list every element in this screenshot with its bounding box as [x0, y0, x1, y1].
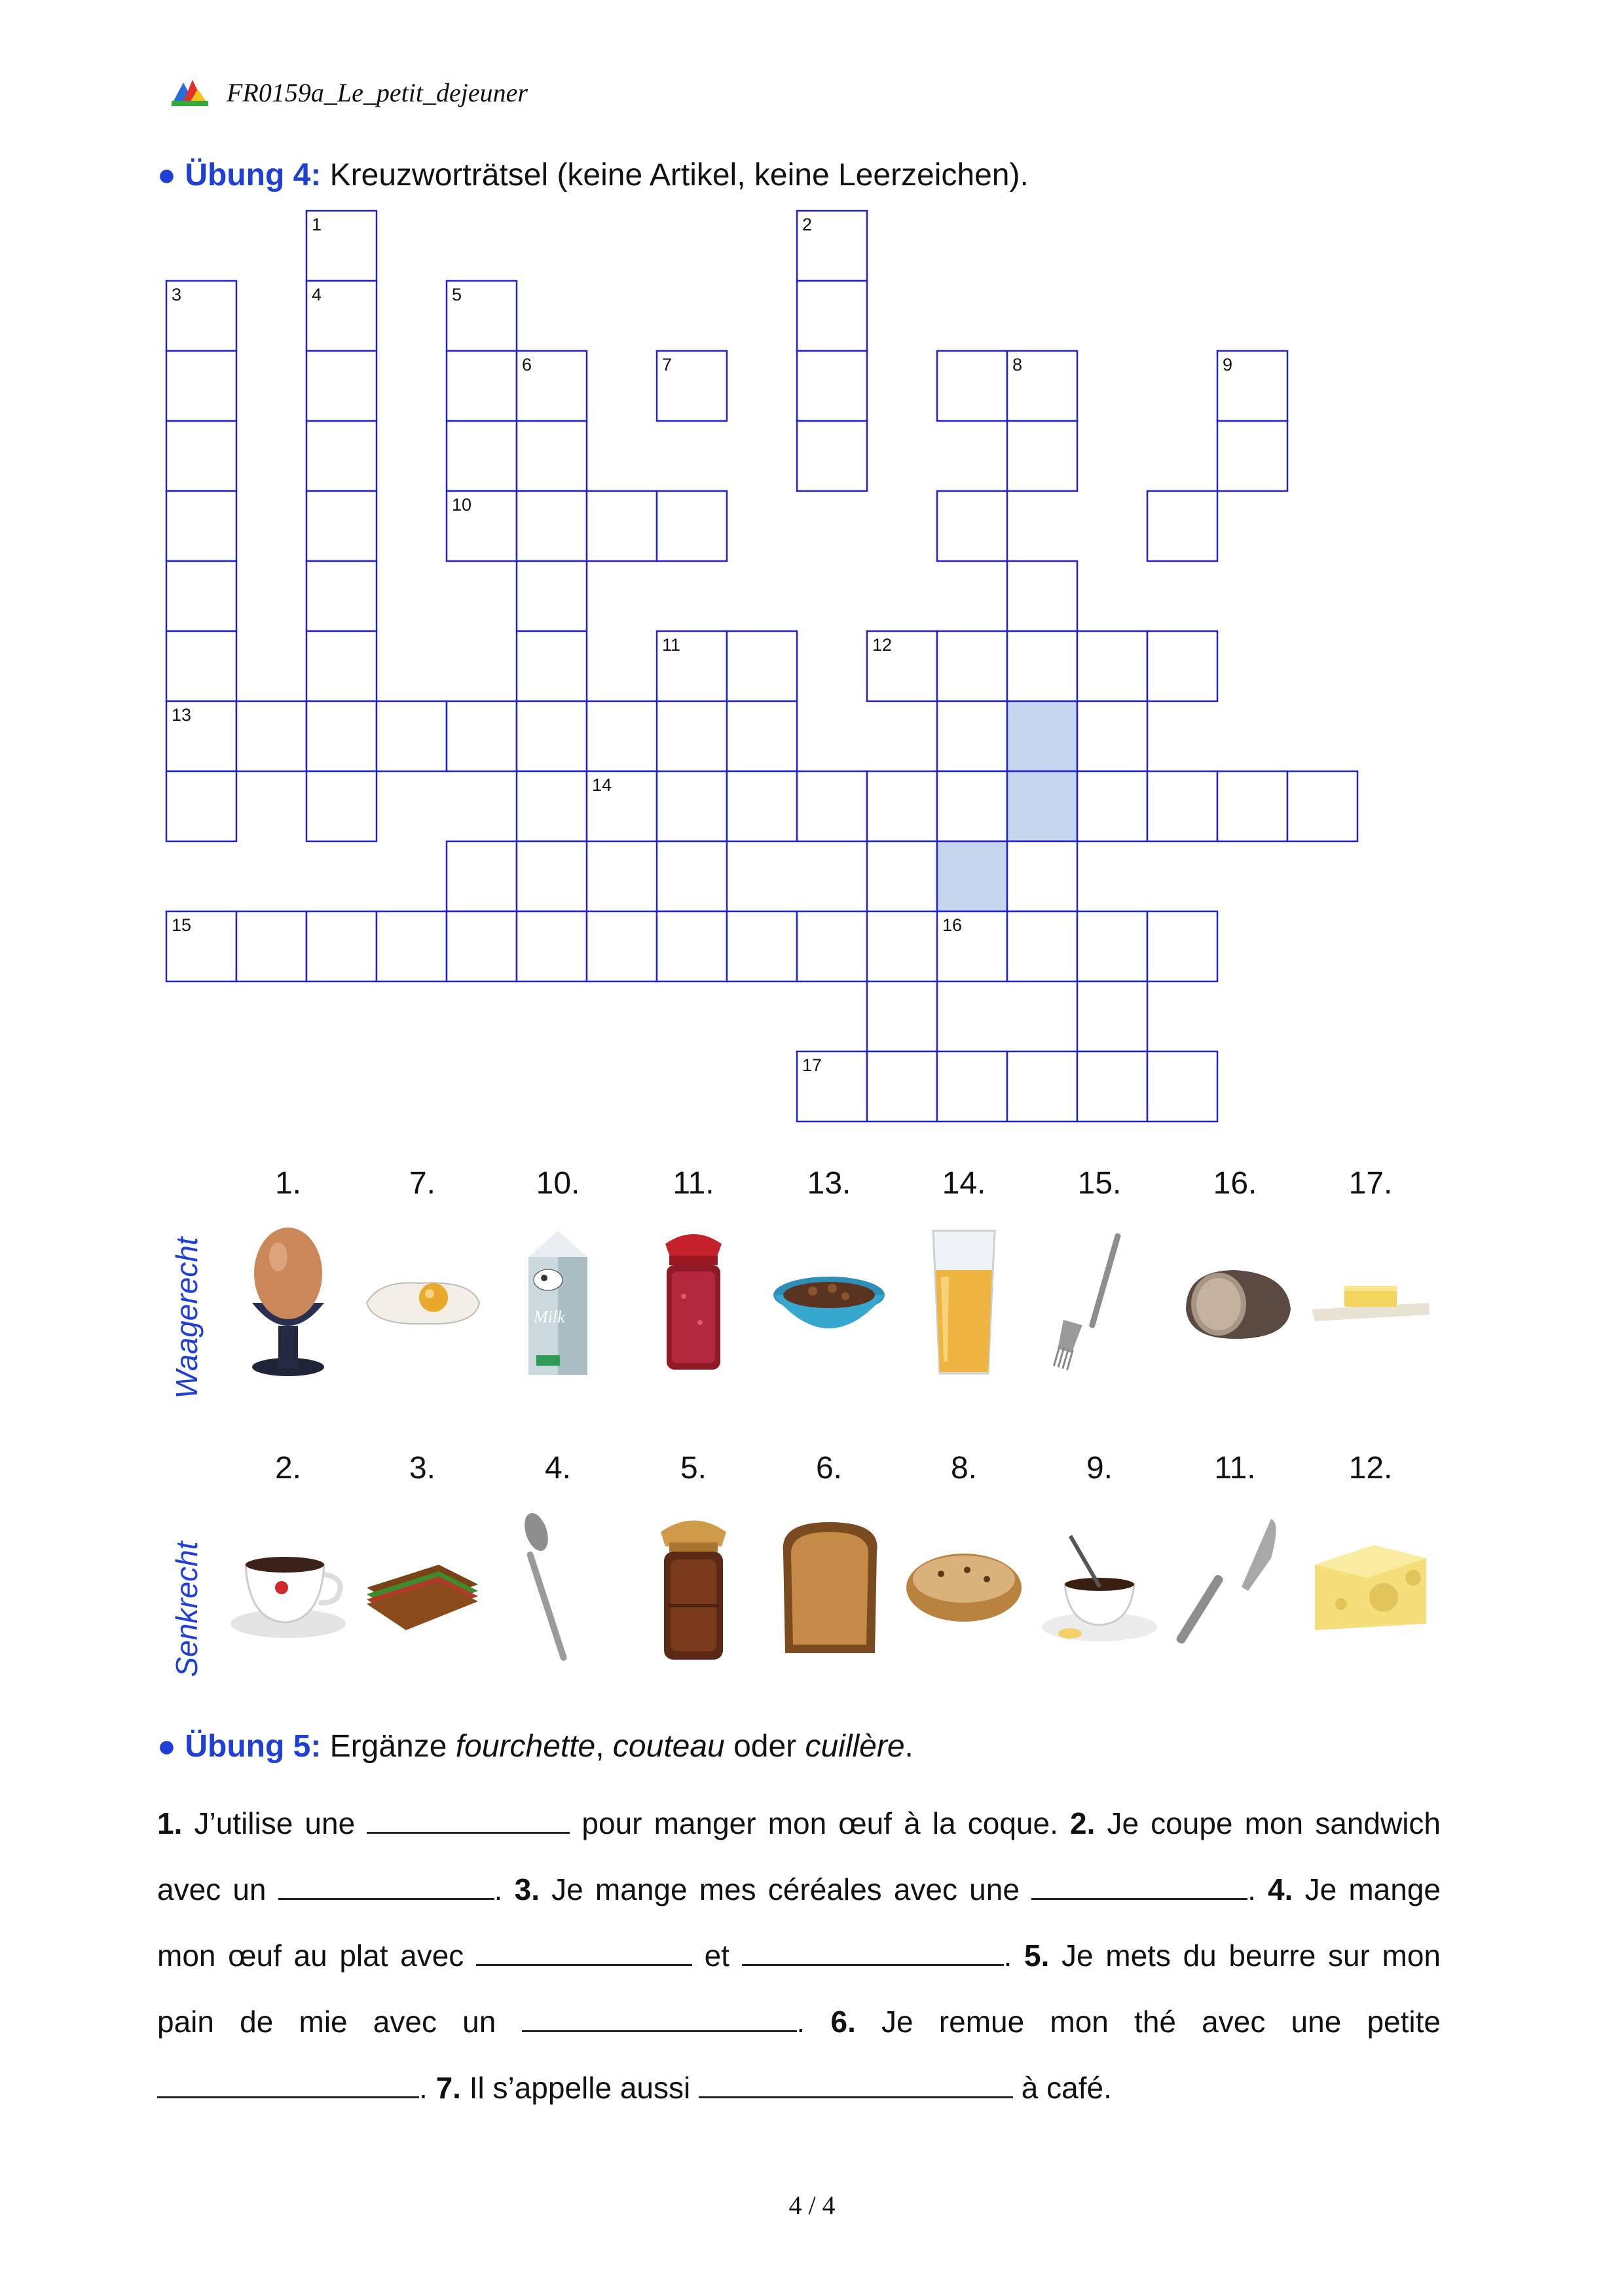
- senkrecht-label: Senkrecht: [170, 1541, 204, 1677]
- egg-in-cup-icon: [226, 1218, 350, 1385]
- crossword-cell[interactable]: [1217, 771, 1287, 841]
- crossword-cell[interactable]: [797, 281, 867, 351]
- clue-number: 11: [662, 635, 681, 655]
- crossword-cell[interactable]: [797, 421, 867, 491]
- crossword-cell[interactable]: [1007, 561, 1077, 631]
- word-cuillere: cuillère: [805, 1729, 905, 1764]
- sentence-text: .: [1003, 1939, 1025, 1973]
- clue-number: 17: [802, 1055, 822, 1075]
- svg-text:Milk: Milk: [534, 1307, 565, 1326]
- crossword-cell[interactable]: [447, 421, 517, 491]
- sentence-number: 7.: [435, 2071, 461, 2105]
- clue-number: 8: [1012, 355, 1023, 374]
- sentence-text: et: [692, 1939, 742, 1973]
- exercise-5-text: [157, 1791, 1441, 2121]
- word-couteau: couteau: [612, 1729, 725, 1764]
- clue-number: 7: [662, 355, 673, 374]
- crossword-cell[interactable]: [867, 841, 937, 911]
- clue-number: 3: [172, 285, 182, 304]
- crossword-cell[interactable]: [1147, 491, 1217, 561]
- clue-number-label: 4.: [544, 1451, 572, 1485]
- cereal-bowl-icon: [767, 1218, 891, 1385]
- bread-loaf-icon: [1173, 1218, 1297, 1385]
- sentence-text: pour manger mon œuf à la coque.: [570, 1806, 1070, 1840]
- exercise-5-instruction-prefix: Ergänze: [329, 1729, 456, 1764]
- clue-number-label: 12.: [1348, 1451, 1393, 1485]
- crossword-cell[interactable]: [1147, 771, 1217, 841]
- crossword-cell[interactable]: [306, 561, 377, 631]
- clue-number-label: 15.: [1077, 1166, 1122, 1201]
- clue-number-label: 2.: [274, 1451, 302, 1485]
- clue-number-label: 10.: [536, 1166, 580, 1201]
- butter-dish-icon: [1308, 1218, 1433, 1385]
- clue-number: 14: [592, 775, 612, 795]
- answer-blank[interactable]: [367, 1806, 570, 1834]
- crossword-cell[interactable]: [937, 701, 1007, 771]
- clue-number: 16: [942, 915, 963, 935]
- exercise-5-heading: [157, 1728, 913, 1764]
- crossword-cell[interactable]: [447, 911, 517, 981]
- answer-blank[interactable]: [522, 2004, 797, 2032]
- tea-cup-icon: [1037, 1506, 1162, 1673]
- coffee-cup-icon: [226, 1506, 350, 1673]
- crossword-cell[interactable]: [797, 351, 867, 421]
- crossword-cell[interactable]: [797, 911, 867, 981]
- jam-jar-icon: [631, 1218, 756, 1385]
- crossword-cell[interactable]: [1147, 1051, 1217, 1121]
- clue-number-label: 17.: [1348, 1166, 1393, 1201]
- crossword-cell[interactable]: [447, 701, 517, 771]
- page-number: 4 / 4: [788, 2191, 836, 2220]
- crossword-cell-shaded[interactable]: [937, 841, 1007, 911]
- answer-blank[interactable]: [699, 2070, 1013, 2098]
- crossword-cell[interactable]: [236, 911, 306, 981]
- crossword-cell[interactable]: [587, 491, 657, 561]
- answer-blank[interactable]: [278, 1872, 494, 1900]
- crossword-cell[interactable]: [937, 491, 1007, 561]
- separator: oder: [724, 1729, 805, 1764]
- bullet: ●: [157, 158, 176, 192]
- clue-number-label: 3.: [409, 1451, 436, 1485]
- crossword-cell[interactable]: [937, 631, 1007, 701]
- crossword-cell[interactable]: [1077, 911, 1147, 981]
- crossword-cell[interactable]: [1077, 771, 1147, 841]
- clue-number: 12: [872, 635, 893, 655]
- crossword-cell[interactable]: [166, 351, 236, 421]
- answer-blank[interactable]: [157, 2070, 419, 2098]
- sandwich-icon: [360, 1506, 485, 1673]
- crossword-cell[interactable]: [1007, 421, 1077, 491]
- clue-number: 5: [452, 285, 462, 304]
- crossword-cell[interactable]: [447, 351, 517, 421]
- crossword-cell[interactable]: [937, 351, 1007, 421]
- crossword-cell[interactable]: [447, 841, 517, 911]
- clue-number-label: 1.: [274, 1166, 302, 1201]
- sentence-text: Je coupe mon sandwich avec un: [157, 1806, 1441, 1906]
- crossword-cell[interactable]: [587, 701, 657, 771]
- crossword-cell[interactable]: [587, 911, 657, 981]
- crossword-cell[interactable]: [1287, 771, 1357, 841]
- exercise-4-label: Übung 4:: [185, 158, 322, 192]
- clue-number-label: 11.: [673, 1166, 714, 1201]
- toast-slice-icon: [767, 1506, 891, 1673]
- answer-blank[interactable]: [476, 1938, 692, 1966]
- fork-icon: [1037, 1218, 1162, 1385]
- knife-icon: [1173, 1506, 1297, 1673]
- crossword-cell[interactable]: [306, 631, 377, 701]
- crossword-cell[interactable]: [306, 351, 377, 421]
- crossword-cell[interactable]: [377, 911, 447, 981]
- clue-number: 1: [312, 215, 322, 234]
- sentence-number: 1.: [157, 1806, 183, 1840]
- crossword-cell[interactable]: [236, 701, 306, 771]
- sentence-text: .: [796, 2005, 831, 2039]
- crossword-cell[interactable]: [517, 631, 587, 701]
- crossword-cell[interactable]: [306, 911, 377, 981]
- clue-number: 4: [312, 285, 322, 304]
- crossword-cell[interactable]: [166, 631, 236, 701]
- crossword-cell[interactable]: [1007, 631, 1077, 701]
- clue-number: 2: [802, 215, 813, 234]
- word-fourchette: fourchette: [455, 1729, 596, 1764]
- crossword-cell[interactable]: [727, 771, 797, 841]
- crossword-cell[interactable]: [1007, 911, 1077, 981]
- clue-number: 13: [172, 705, 192, 725]
- crossword-cell[interactable]: [657, 771, 727, 841]
- crossword-cell[interactable]: [937, 771, 1007, 841]
- clue-number: 6: [522, 355, 532, 374]
- crossword-cell[interactable]: [1077, 981, 1147, 1051]
- crossword-cell[interactable]: [1217, 421, 1287, 491]
- cheese-icon: [1308, 1506, 1433, 1673]
- crossword-cell[interactable]: [166, 491, 236, 561]
- sentence-text: J’utilise une: [182, 1806, 367, 1840]
- crossword-cell[interactable]: [306, 421, 377, 491]
- crossword-cell[interactable]: [657, 491, 727, 561]
- crossword-cell[interactable]: [1007, 1051, 1077, 1121]
- sentence-text: à café.: [1013, 2071, 1112, 2105]
- sentence-text: .: [419, 2071, 436, 2105]
- crossword-cell[interactable]: [517, 841, 587, 911]
- crossword-cell-shaded[interactable]: [1007, 771, 1077, 841]
- clue-number: 10: [452, 495, 472, 515]
- crossword-cell[interactable]: [166, 771, 236, 841]
- crossword-cell[interactable]: [1007, 841, 1077, 911]
- clue-number-label: 14.: [942, 1166, 986, 1201]
- sentence-number: 4.: [1268, 1872, 1293, 1906]
- sentence-text: Je mange mon œuf au plat avec: [157, 1872, 1441, 1973]
- crossword-cell[interactable]: [517, 701, 587, 771]
- fried-egg-icon: [360, 1218, 485, 1385]
- crossword-cell[interactable]: [797, 771, 867, 841]
- crossword-cell[interactable]: [867, 771, 937, 841]
- sentence-number: 3.: [514, 1872, 540, 1906]
- crossword-cell[interactable]: [377, 701, 447, 771]
- document-title: FR0159a_Le_petit_dejeuner: [227, 78, 528, 107]
- answer-blank[interactable]: [742, 1938, 1004, 1966]
- crossword-cell[interactable]: [306, 491, 377, 561]
- separator: ,: [595, 1729, 613, 1764]
- honey-jar-icon: [631, 1506, 756, 1673]
- sentence-text: Il s’appelle aussi: [460, 2071, 699, 2105]
- sentence-number: 5.: [1024, 1939, 1050, 1973]
- sentence-number: 2.: [1070, 1806, 1096, 1840]
- sentence-text: Je mets du beurre sur mon pain de mie avec un: [157, 1939, 1441, 2039]
- crossword-cell[interactable]: [1147, 631, 1217, 701]
- crossword-cell[interactable]: [1077, 1051, 1147, 1121]
- clue-number-label: 6.: [815, 1451, 843, 1485]
- crossword-grid: [0, 0, 1624, 1146]
- crossword-cell[interactable]: [727, 911, 797, 981]
- crossword-cell[interactable]: [517, 421, 587, 491]
- crossword-cell[interactable]: [867, 1051, 937, 1121]
- crossword-cell[interactable]: [306, 701, 377, 771]
- crossword-cell[interactable]: [727, 701, 797, 771]
- crossword-cell[interactable]: [727, 631, 797, 701]
- crossword-cell[interactable]: [166, 421, 236, 491]
- crossword-cell[interactable]: [657, 841, 727, 911]
- clue-number-label: 16.: [1213, 1166, 1257, 1201]
- sentence-number: 6.: [830, 2005, 856, 2039]
- crossword-cell[interactable]: [1077, 701, 1147, 771]
- clue-number-label: 5.: [680, 1451, 707, 1485]
- clue-number-label: 13.: [807, 1166, 851, 1201]
- crossword-cell[interactable]: [937, 1051, 1007, 1121]
- crossword-cell[interactable]: [867, 981, 937, 1051]
- crossword-cell[interactable]: [1077, 631, 1147, 701]
- bullet: ●: [157, 1729, 176, 1764]
- sentence-text: .: [494, 1872, 515, 1906]
- clue-number-label: 7.: [409, 1166, 436, 1201]
- sentence-text: Je mange mes céréales avec une: [540, 1872, 1032, 1906]
- sentence-text: Je remue mon thé avec une petite: [855, 2005, 1441, 2039]
- crossword-cell[interactable]: [166, 561, 236, 631]
- spoon-icon: [496, 1506, 620, 1673]
- clue-number-label: 11.: [1214, 1451, 1256, 1485]
- crossword-cell[interactable]: [1147, 911, 1217, 981]
- crossword-cell[interactable]: [517, 771, 587, 841]
- clue-number: 15: [172, 915, 192, 935]
- exercise-5-label: Übung 5:: [185, 1729, 322, 1764]
- crossword-cell-shaded[interactable]: [1007, 701, 1077, 771]
- milk-carton-icon: [496, 1218, 620, 1385]
- crossword-cell[interactable]: [517, 911, 587, 981]
- juice-glass-icon: [902, 1218, 1026, 1385]
- crossword-cell[interactable]: [306, 771, 377, 841]
- separator: .: [904, 1729, 913, 1764]
- crossword-cell[interactable]: [517, 491, 587, 561]
- sentence-text: .: [1247, 1872, 1268, 1906]
- crossword-cell[interactable]: [517, 561, 587, 631]
- crossword-cell[interactable]: [657, 911, 727, 981]
- exercise-4-instruction: Kreuzworträtsel (keine Artikel, keine Leerzeichen).: [329, 158, 1029, 192]
- clue-number-label: 9.: [1086, 1451, 1113, 1485]
- pastry-roll-icon: [902, 1506, 1026, 1673]
- answer-blank[interactable]: [1031, 1872, 1247, 1900]
- waagerecht-label: Waagerecht: [170, 1237, 204, 1399]
- clue-number: 9: [1223, 355, 1233, 374]
- clue-number-label: 8.: [950, 1451, 978, 1485]
